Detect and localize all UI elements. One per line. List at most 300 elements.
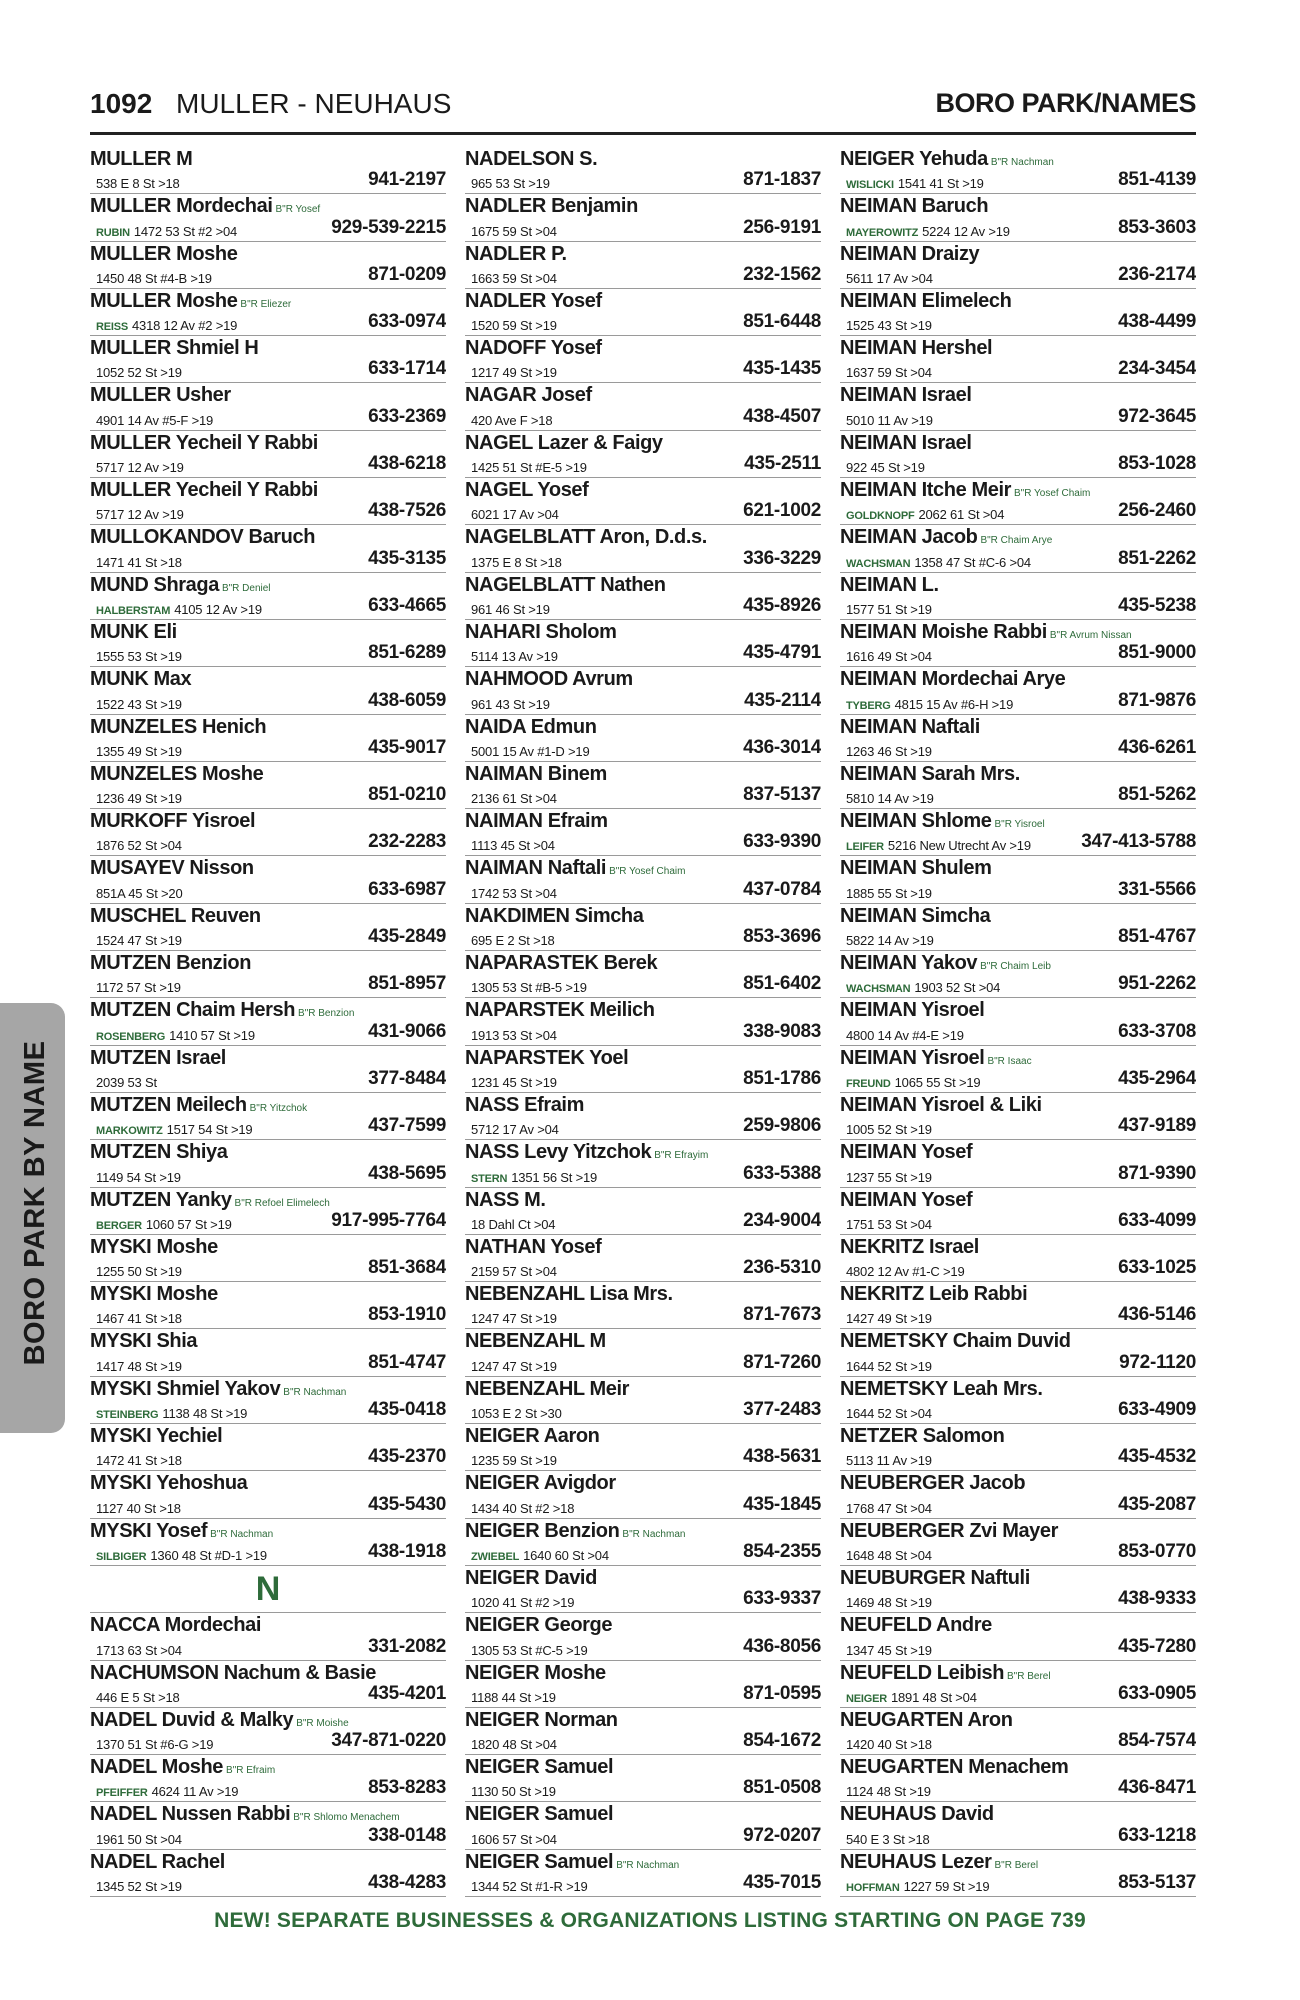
listing-name xyxy=(90,1141,227,1164)
listing-address xyxy=(471,697,550,712)
listing-street: 961 46 St >19 xyxy=(471,601,550,617)
listing-phone: 234-3454 xyxy=(1118,358,1196,380)
listing-name xyxy=(465,195,638,218)
listing-phone: 338-0148 xyxy=(368,1824,446,1846)
listing-name xyxy=(840,1283,1027,1306)
listing-entry xyxy=(90,1708,446,1755)
listing-phone: 377-2483 xyxy=(743,1399,821,1421)
listing-surname-name: NEUBERGER Zvi Mayer xyxy=(840,1519,1059,1542)
listing-phone: 438-4507 xyxy=(743,405,821,427)
listing-name xyxy=(90,810,255,833)
listing-entry xyxy=(90,1235,446,1282)
listing-entry xyxy=(90,715,446,762)
listing-entry xyxy=(90,1755,446,1802)
listing-name xyxy=(90,1709,349,1732)
listing-street: 1130 50 St >19 xyxy=(471,1784,556,1800)
listing-address xyxy=(471,1311,557,1326)
listing-address xyxy=(96,1217,232,1232)
listing-name xyxy=(90,432,318,455)
listing-phone: 851-6289 xyxy=(368,642,446,664)
listing-address xyxy=(96,365,182,380)
listing-surname-name: NAGELBLATT Nathen xyxy=(465,573,666,596)
listing-street: 2136 61 St >04 xyxy=(471,791,557,807)
listing-surname-name: MULLER M xyxy=(90,148,193,170)
listing-phone: 438-1918 xyxy=(368,1540,446,1562)
listing-address xyxy=(846,1075,980,1090)
listing-address xyxy=(96,1784,238,1799)
listing-street: 4802 12 Av #1-C >19 xyxy=(846,1264,965,1280)
listing-address xyxy=(846,886,932,901)
listing-name xyxy=(90,1756,275,1779)
listing-family-name: GOLDKNOPF xyxy=(846,510,915,523)
listing-phone: 435-2511 xyxy=(744,453,821,475)
listing-phone: 851-2262 xyxy=(1118,547,1196,569)
listing-name xyxy=(840,243,979,266)
listing-name xyxy=(465,1662,606,1685)
listing-phone: 435-2370 xyxy=(368,1446,446,1468)
listing-phone: 851-5262 xyxy=(1118,784,1196,806)
listing-family-name: SILBIGER xyxy=(96,1550,147,1563)
listing-street: 5822 14 Av >19 xyxy=(846,933,934,949)
listing-address xyxy=(846,1170,932,1185)
listing-entry xyxy=(90,1802,446,1849)
listing-family-name: STEINBERG xyxy=(96,1409,159,1422)
listing-phone: 436-6261 xyxy=(1118,736,1196,758)
listing-surname-name: NEUGARTEN Menachem xyxy=(840,1756,1069,1779)
listing-family-name: MAYEROWITZ xyxy=(846,226,919,239)
listing-father-name: B"R Yosef Chaim xyxy=(609,866,686,878)
listing-name xyxy=(90,1047,226,1070)
listing-street: 4318 12 Av #2 >19 xyxy=(132,318,238,334)
listing-surname-name: NEIMAN Hershel xyxy=(840,337,993,360)
listing-address xyxy=(96,271,212,286)
listing-surname-name: NEMETSKY Leah Mrs. xyxy=(840,1377,1043,1400)
listing-street: 1471 41 St >18 xyxy=(96,554,182,570)
listing-street: 446 E 5 St >18 xyxy=(96,1689,180,1705)
listing-phone: 259-9806 xyxy=(743,1115,821,1137)
listing-street: 1065 55 St >19 xyxy=(894,1074,981,1090)
listing-surname-name: NEIMAN Sarah Mrs. xyxy=(840,762,1020,785)
listing-street: 538 E 8 St >18 xyxy=(96,176,180,192)
listing-address xyxy=(846,1122,932,1137)
listing-phone: 633-0905 xyxy=(1118,1682,1196,1704)
listing-name xyxy=(465,1614,612,1637)
listing-phone: 851-4139 xyxy=(1118,169,1196,191)
listing-address xyxy=(96,791,182,806)
listing-name xyxy=(465,384,592,407)
listing-phone: 871-7260 xyxy=(743,1351,821,1373)
listing-address xyxy=(846,602,932,617)
listing-street: 1913 53 St >04 xyxy=(471,1027,557,1043)
listing-surname-name: MULLER Yecheil Y Rabbi xyxy=(90,479,318,502)
listing-name xyxy=(465,1756,613,1779)
listing-surname-name: MUNZELES Moshe xyxy=(90,762,264,785)
listing-entry xyxy=(90,1661,446,1708)
listing-street: 1053 E 2 St >30 xyxy=(471,1406,562,1422)
listing-entry xyxy=(465,998,821,1045)
listing-surname-name: MYSKI Yechiel xyxy=(90,1425,223,1448)
listing-address xyxy=(96,507,184,522)
listing-phone: 851-3684 xyxy=(368,1257,446,1279)
listing-entry xyxy=(465,242,821,289)
listing-family-name: PFEIFFER xyxy=(96,1787,148,1800)
listing-entry xyxy=(90,1329,446,1376)
listing-phone: 377-8484 xyxy=(368,1067,446,1089)
listing-phone: 633-2369 xyxy=(368,405,446,427)
listing-phone: 854-2355 xyxy=(743,1540,821,1562)
listing-entry xyxy=(840,383,1196,430)
listing-name xyxy=(840,290,1011,313)
listing-phone: 435-4791 xyxy=(743,642,821,664)
listing-name xyxy=(90,479,318,502)
listing-street: 5224 12 Av >19 xyxy=(922,223,1010,239)
listing-address xyxy=(96,697,182,712)
listing-phone: 633-0974 xyxy=(368,311,446,333)
listing-phone: 435-9017 xyxy=(368,736,446,758)
listing-address xyxy=(471,602,550,617)
listing-surname-name: NEIMAN Naftali xyxy=(840,715,980,738)
listing-entry xyxy=(465,431,821,478)
listing-father-name: B"R Nachman xyxy=(622,1528,686,1540)
listing-entry xyxy=(90,525,446,572)
listing-phone: 331-5566 xyxy=(1118,878,1196,900)
listing-street: 1525 43 St >19 xyxy=(846,318,932,334)
listing-street: 1020 41 St #2 >19 xyxy=(471,1595,575,1611)
listing-father-name: B"R Shlomo Menachem xyxy=(293,1812,400,1824)
listing-street: 1149 54 St >19 xyxy=(96,1169,181,1185)
listing-surname-name: NEBENZAHL Meir xyxy=(465,1377,630,1400)
listing-address xyxy=(96,933,182,948)
listing-name xyxy=(90,290,291,313)
listing-phone: 851-0210 xyxy=(368,784,446,806)
listing-address xyxy=(471,791,557,806)
listing-address xyxy=(471,224,557,239)
listing-family-name: LEIFER xyxy=(846,841,884,854)
listing-street: 1188 44 St >19 xyxy=(471,1689,556,1705)
listing-street: 1616 49 St >04 xyxy=(846,649,932,665)
listing-address xyxy=(846,224,1010,239)
listing-surname-name: NEIGER David xyxy=(465,1566,597,1589)
listing-entry xyxy=(465,904,821,951)
listing-entry xyxy=(90,242,446,289)
listing-name xyxy=(90,195,320,218)
listing-entry xyxy=(840,904,1196,951)
listing-address xyxy=(96,460,184,475)
listing-entry xyxy=(840,478,1196,525)
listing-address xyxy=(846,1832,930,1847)
listing-address xyxy=(846,1311,932,1326)
listing-father-name: B"R Isaac xyxy=(987,1055,1032,1067)
listing-street: 1768 47 St >04 xyxy=(846,1500,932,1516)
listing-surname-name: NEIGER Samuel xyxy=(465,1803,614,1826)
listing-entry xyxy=(840,620,1196,667)
listing-entry xyxy=(465,1613,821,1660)
listing-phone: 951-2262 xyxy=(1118,973,1196,995)
listing-street: 1172 57 St >19 xyxy=(96,980,181,996)
listing-street: 1434 40 St #2 >18 xyxy=(471,1500,575,1516)
listing-phone: 347-871-0220 xyxy=(331,1730,446,1752)
listing-surname-name: NEIMAN Yisroel xyxy=(840,1046,985,1069)
listing-entry xyxy=(90,1613,446,1660)
listing-phone: 851-4767 xyxy=(1118,926,1196,948)
listing-name xyxy=(465,290,602,313)
listing-name xyxy=(840,1567,1030,1590)
listing-entry xyxy=(465,1235,821,1282)
listing-entry xyxy=(840,762,1196,809)
listing-street: 1247 47 St >19 xyxy=(471,1358,557,1374)
listing-address xyxy=(471,176,550,191)
listing-entry xyxy=(840,998,1196,1045)
listing-surname-name: NAPARSTEK Yoel xyxy=(465,1046,629,1069)
listing-address xyxy=(96,1264,182,1279)
listing-street: 1410 57 St >19 xyxy=(169,1027,255,1043)
listing-name xyxy=(840,999,984,1022)
listing-address xyxy=(96,1122,252,1137)
listing-entry xyxy=(465,951,821,998)
listing-phone: 435-5430 xyxy=(368,1493,446,1515)
listing-entry xyxy=(840,1471,1196,1518)
listing-street: 851A 45 St >20 xyxy=(96,885,183,901)
listing-surname-name: MYSKI Moshe xyxy=(90,1235,218,1258)
listing-surname-name: NEIMAN Yosef xyxy=(840,1188,973,1211)
listing-address xyxy=(846,1690,977,1705)
listing-surname-name: NACHUMSON Nachum & Basie xyxy=(90,1661,377,1684)
listing-street: 1138 48 St >19 xyxy=(162,1406,248,1422)
listing-address xyxy=(471,1548,609,1563)
listing-street: 1236 49 St >19 xyxy=(96,791,182,807)
listing-address xyxy=(471,1028,557,1043)
listing-name xyxy=(465,1047,628,1070)
listing-street: 1644 52 St >19 xyxy=(846,1358,932,1374)
listing-street: 4105 12 Av >19 xyxy=(174,601,262,617)
listing-address xyxy=(471,980,587,995)
listing-phone: 436-3014 xyxy=(743,736,821,758)
listing-address xyxy=(96,1028,255,1043)
listing-surname-name: MYSKI Shmiel Yakov xyxy=(90,1377,281,1400)
listing-entry xyxy=(465,1566,821,1613)
listing-family-name: WACHSMAN xyxy=(846,983,911,996)
listing-street: 1263 46 St >19 xyxy=(846,743,932,759)
listing-surname-name: MYSKI Shia xyxy=(90,1330,198,1353)
listing-entry xyxy=(465,525,821,572)
side-tab xyxy=(0,1003,65,1433)
listing-entry xyxy=(90,1850,446,1897)
listing-address xyxy=(471,1359,557,1374)
listing-street: 1472 53 St #2 >04 xyxy=(133,223,238,239)
listing-entry xyxy=(840,1850,1196,1897)
listing-surname-name: MULLER Usher xyxy=(90,384,231,407)
listing-phone: 256-2460 xyxy=(1118,500,1196,522)
listing-phone: 435-1435 xyxy=(743,358,821,380)
listing-street: 1124 48 St >19 xyxy=(846,1784,931,1800)
listing-address xyxy=(471,1879,588,1894)
listing-surname-name: MUSCHEL Reuven xyxy=(90,904,261,927)
listing-address xyxy=(96,1311,182,1326)
listing-phone: 336-3229 xyxy=(743,547,821,569)
listing-street: 1472 41 St >18 xyxy=(96,1453,182,1469)
listing-address xyxy=(471,1122,559,1137)
listing-phone: 854-7574 xyxy=(1118,1730,1196,1752)
listing-address xyxy=(846,1879,989,1894)
listing-address xyxy=(96,602,262,617)
listing-address xyxy=(96,1359,182,1374)
listing-address xyxy=(846,413,933,428)
listing-family-name: BERGER xyxy=(96,1219,142,1232)
listing-entry xyxy=(465,478,821,525)
listing-name xyxy=(90,668,191,691)
listing-address xyxy=(471,1832,557,1847)
listing-family-name: ZWIEBEL xyxy=(471,1550,520,1563)
listing-name xyxy=(840,1141,972,1164)
listing-address xyxy=(96,838,182,853)
listing-address xyxy=(471,838,555,853)
listing-name xyxy=(90,1614,261,1637)
listing-address xyxy=(471,886,557,901)
listing-address xyxy=(846,1406,932,1421)
listing-street: 1520 59 St >19 xyxy=(471,318,557,334)
listing-street: 1751 53 St >04 xyxy=(846,1216,932,1232)
listing-phone: 633-9337 xyxy=(743,1588,821,1610)
listing-surname-name: NEUBURGER Naftuli xyxy=(840,1566,1030,1589)
listing-address xyxy=(96,1737,213,1752)
listing-address xyxy=(96,649,182,664)
listing-street: 1344 52 St #1-R >19 xyxy=(471,1878,588,1894)
listing-entry xyxy=(465,1188,821,1235)
listing-street: 1876 52 St >04 xyxy=(96,838,182,854)
directory-listing xyxy=(90,147,1196,1897)
listing-surname-name: NEUFELD Leibish xyxy=(840,1661,1005,1684)
listing-father-name: B"R Nachman xyxy=(990,157,1054,168)
listing-name xyxy=(840,1614,992,1637)
listing-phone: 435-2849 xyxy=(368,926,446,948)
listing-name xyxy=(90,1189,330,1212)
page-range-title: MULLER - NEUHAUS xyxy=(176,88,452,119)
listing-street: 1820 48 St >04 xyxy=(471,1737,557,1753)
listing-surname-name: NEIGER Benzion xyxy=(465,1519,620,1542)
listing-father-name: B"R Nachman xyxy=(283,1386,347,1398)
listing-phone: 234-9004 xyxy=(743,1209,821,1231)
listing-name xyxy=(840,1330,1071,1353)
listing-entry xyxy=(90,1471,446,1518)
listing-family-name: MARKOWITZ xyxy=(96,1125,163,1138)
listing-father-name: B"R Eliezer xyxy=(240,298,292,310)
listing-name xyxy=(465,905,643,928)
listing-address xyxy=(471,1170,597,1185)
listing-name xyxy=(465,857,685,880)
listing-entry xyxy=(840,147,1196,194)
listing-address xyxy=(471,1690,556,1705)
listing-phone: 435-4532 xyxy=(1118,1446,1196,1468)
listing-father-name: B"R Efraim xyxy=(226,1765,276,1777)
listing-address xyxy=(846,1264,964,1279)
listing-street: 1885 55 St >19 xyxy=(846,885,932,901)
listing-surname-name: NADOFF Yosef xyxy=(465,337,602,360)
listing-surname-name: NAIMAN Naftali xyxy=(465,857,607,880)
listing-phone: 929-539-2215 xyxy=(331,216,446,238)
listing-address xyxy=(96,413,213,428)
listing-surname-name: NADLER Benjamin xyxy=(465,195,638,218)
listing-entry xyxy=(465,1377,821,1424)
listing-address xyxy=(846,318,932,333)
listing-street: 1541 41 St >19 xyxy=(897,176,984,192)
listing-surname-name: NEIGER Samuel xyxy=(465,1756,614,1779)
listing-entry xyxy=(90,1377,446,1424)
listing-address xyxy=(471,271,557,286)
listing-street: 1467 41 St >18 xyxy=(96,1311,182,1327)
listing-address xyxy=(846,176,984,191)
listing-address xyxy=(96,176,180,191)
listing-address xyxy=(96,555,182,570)
listing-name xyxy=(90,526,315,549)
listing-entry xyxy=(840,1519,1196,1566)
listing-surname-name: NEIMAN Baruch xyxy=(840,195,989,218)
listing-surname-name: NEIMAN Shlome xyxy=(840,810,992,833)
listing-name xyxy=(465,621,616,644)
listing-name xyxy=(90,1236,218,1259)
listing-surname-name: MUND Shraga xyxy=(90,573,219,596)
listing-street: 4815 15 Av #6-H >19 xyxy=(894,696,1014,712)
listing-phone: 256-9191 xyxy=(743,216,821,238)
listing-phone: 633-3708 xyxy=(1118,1020,1196,1042)
listing-phone: 633-4665 xyxy=(368,594,446,616)
listing-entry xyxy=(90,1519,446,1566)
listing-phone: 871-0595 xyxy=(743,1682,821,1704)
listing-phone: 851-9000 xyxy=(1118,642,1196,664)
listing-name xyxy=(840,810,1045,833)
listing-father-name: B"R Efrayim xyxy=(654,1150,709,1162)
listing-entry xyxy=(840,809,1196,856)
listing-surname-name: MYSKI Yosef xyxy=(90,1519,208,1542)
listing-name xyxy=(465,952,657,975)
listing-entry xyxy=(90,1140,446,1187)
listing-street: 1450 48 St #4-B >19 xyxy=(96,270,212,286)
listing-father-name: B"R Nachman xyxy=(616,1859,680,1871)
listing-name xyxy=(840,195,988,218)
listing-family-name: TYBERG xyxy=(846,699,891,712)
listing-surname-name: NAIDA Edmun xyxy=(465,715,597,738)
listing-family-name: HOFFMAN xyxy=(846,1881,900,1894)
listing-name xyxy=(840,384,972,407)
listing-address xyxy=(96,1453,182,1468)
listing-phone: 436-5146 xyxy=(1118,1304,1196,1326)
listing-address xyxy=(471,933,555,948)
listing-phone: 438-5695 xyxy=(368,1162,446,1184)
listing-address xyxy=(471,1737,557,1752)
listing-entry xyxy=(465,1140,821,1187)
listing-address xyxy=(846,933,934,948)
listing-phone: 871-9876 xyxy=(1118,689,1196,711)
listing-street: 1420 40 St >18 xyxy=(846,1737,932,1753)
listing-address xyxy=(96,1075,157,1090)
listing-phone: 438-5631 xyxy=(743,1446,821,1468)
listing-entry xyxy=(465,1471,821,1518)
listing-entry xyxy=(465,1850,821,1897)
listing-name xyxy=(840,763,1020,786)
listing-father-name: B"R Yosef Chaim xyxy=(1014,488,1091,500)
listing-address xyxy=(471,744,589,759)
listing-surname-name: NEMETSKY Chaim Duvid xyxy=(840,1330,1071,1353)
listing-name xyxy=(465,243,567,266)
section-title: BORO PARK/NAMES xyxy=(935,88,1196,118)
page-header xyxy=(90,88,1196,135)
listing-entry xyxy=(90,573,446,620)
listing-phone: 438-6059 xyxy=(368,689,446,711)
listing-surname-name: NEIMAN Itche Meir xyxy=(840,479,1012,502)
listing-family-name: ROSENBERG xyxy=(96,1030,166,1043)
listing-phone: 853-3696 xyxy=(743,926,821,948)
listing-entry xyxy=(465,1661,821,1708)
listing-entry xyxy=(90,904,446,951)
